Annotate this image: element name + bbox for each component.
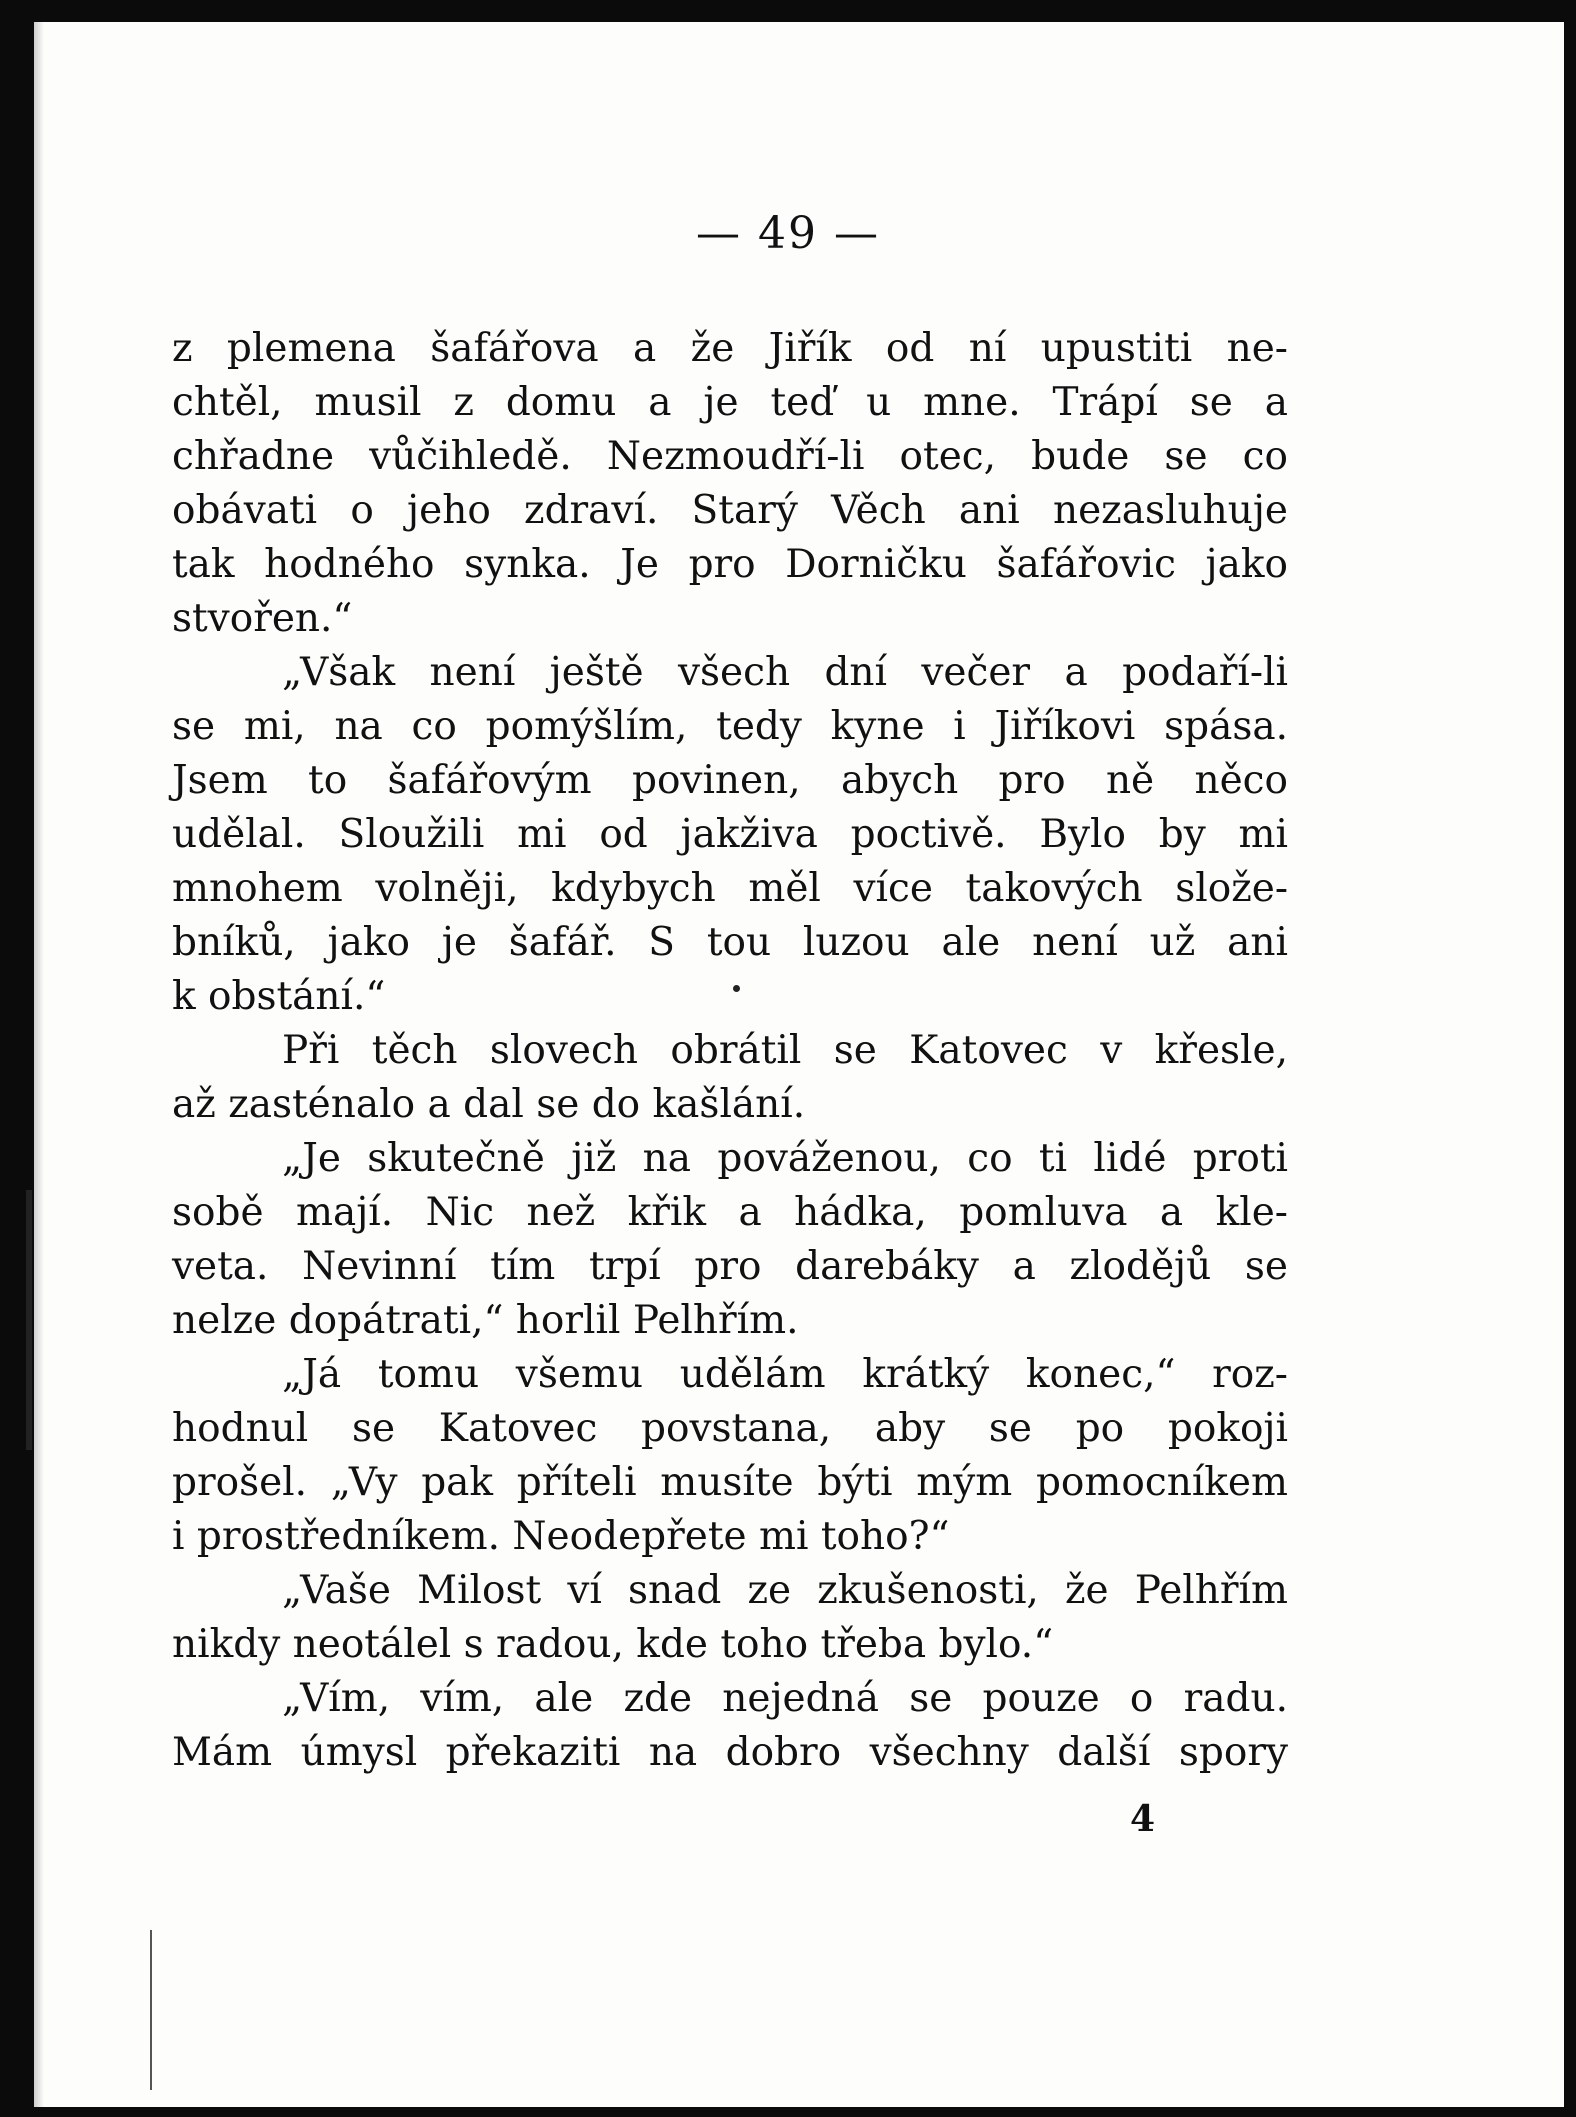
- page-body-text: [172, 322, 1288, 1780]
- text-line: prošel. „Vy pak příteli musíte býti mým pomocníkem: [172, 1460, 1288, 1505]
- text-line: chtěl, musil z domu a je teď u mne. Trápí se a: [172, 380, 1288, 425]
- scan-border-left: [0, 0, 34, 2117]
- page-edge-shadow: [34, 22, 44, 2107]
- text-line: Mám úmysl překaziti na dobro všechny další spory: [172, 1730, 1288, 1775]
- text-line: až zasténalo a dal se do kašlání.: [172, 1082, 806, 1127]
- scan-border-bottom: [0, 2107, 1576, 2117]
- text-line: „Však není ještě všech dní večer a podaří-li: [282, 650, 1288, 695]
- text-line: i prostředníkem. Neodepřete mi toho?“: [172, 1514, 950, 1559]
- text-line: udělal. Sloužili mi od jakživa poctivě. Bylo by mi: [172, 812, 1288, 857]
- text-line: „Já tomu všemu udělám krátký konec,“ roz-: [282, 1352, 1288, 1397]
- scan-edge-mark: [150, 1930, 152, 2090]
- text-line: Při těch slovech obrátil se Katovec v křesle,: [282, 1028, 1288, 1073]
- text-line: „Vaše Milost ví snad ze zkušenosti, že Pelhřím: [282, 1568, 1288, 1613]
- text-line: hodnul se Katovec povstana, aby se po pokoji: [172, 1406, 1288, 1451]
- text-line: nelze dopátrati,“ horlil Pelhřím.: [172, 1298, 799, 1343]
- text-line: „Vím, vím, ale zde nejedná se pouze o radu.: [282, 1676, 1288, 1721]
- text-line: „Je skutečně již na pováženou, co ti lidé proti: [282, 1136, 1288, 1181]
- text-line: bníků, jako je šafář. S tou luzou ale není už ani: [172, 920, 1288, 965]
- scan-border-top: [0, 0, 1576, 22]
- text-line: stvořen.“: [172, 596, 353, 641]
- text-line: veta. Nevinní tím trpí pro darebáky a zlodějů se: [172, 1244, 1288, 1289]
- ink-speck: [733, 985, 740, 992]
- scan-edge-mark: [26, 1190, 32, 1450]
- text-line: nikdy neotálel s radou, kde toho třeba bylo.“: [172, 1622, 1054, 1667]
- text-line: mnohem volněji, kdybych měl více takových slože-: [172, 866, 1288, 911]
- scan-border-right: [1564, 0, 1576, 2117]
- text-line: se mi, na co pomýšlím, tedy kyne i Jiříkovi spása.: [172, 704, 1288, 749]
- text-line: z plemena šafářova a že Jiřík od ní upustiti ne-: [172, 326, 1288, 371]
- signature-mark: 4: [1130, 1798, 1156, 1840]
- text-line: chřadne vůčihledě. Nezmoudří-li otec, bude se co: [172, 434, 1288, 479]
- text-line: Jsem to šafářovým povinen, abych pro ně něco: [172, 758, 1288, 803]
- page-number: — 49 —: [696, 208, 880, 259]
- text-line: obávati o jeho zdraví. Starý Věch ani nezasluhuje: [172, 488, 1288, 533]
- text-line: k obstání.“: [172, 974, 386, 1019]
- text-line: sobě mají. Nic než křik a hádka, pomluva a kle-: [172, 1190, 1288, 1235]
- text-line: tak hodného synka. Je pro Dorničku šafářovic jako: [172, 542, 1288, 587]
